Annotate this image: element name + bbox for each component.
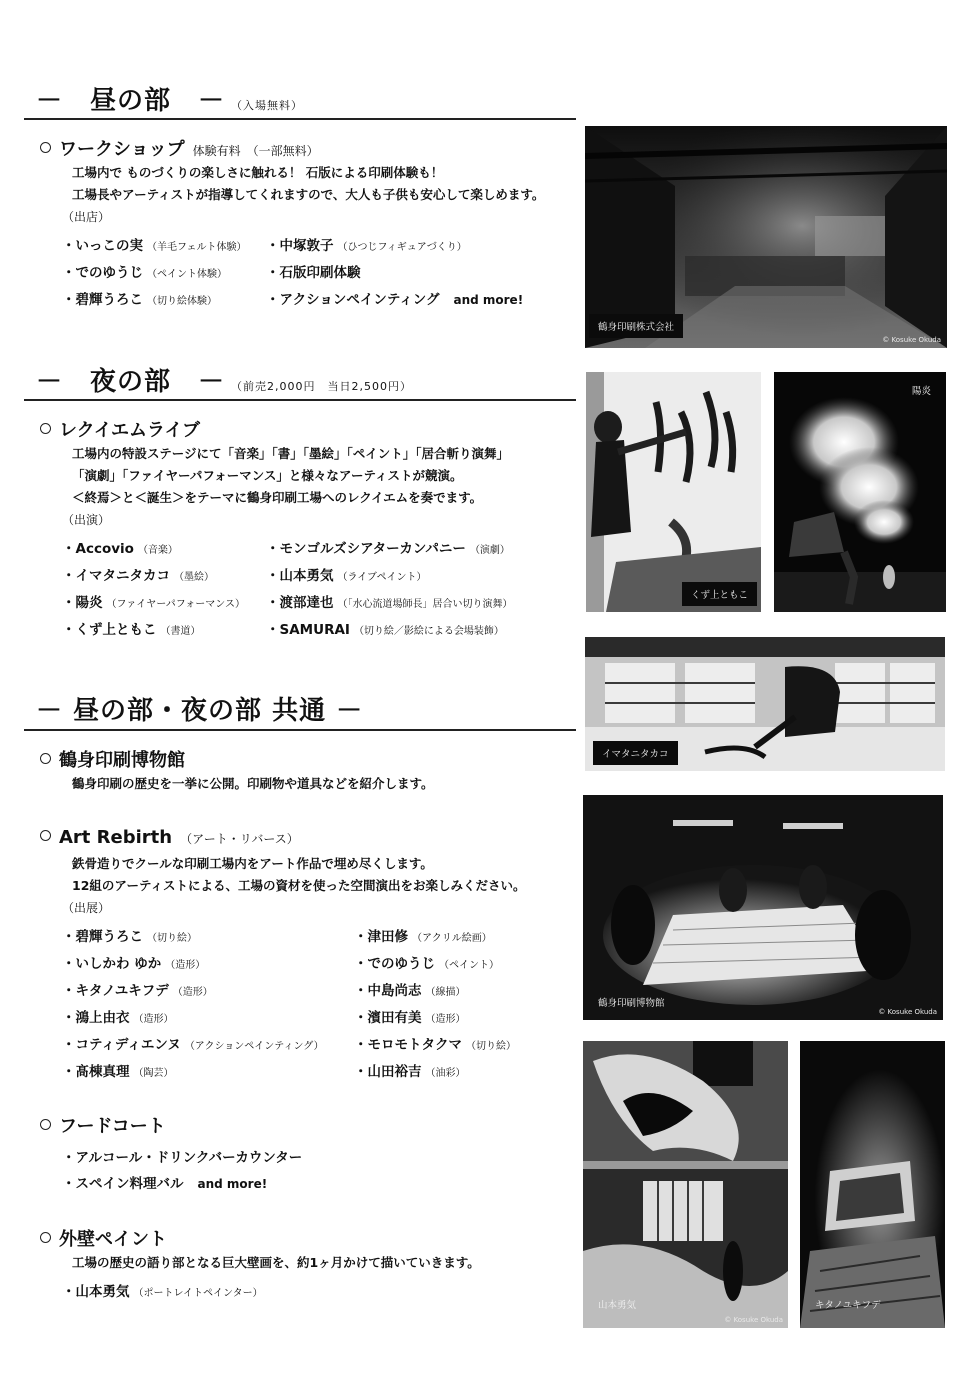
- entry-note: （ひつじフィギュアづくり）: [337, 242, 467, 253]
- workshop-note: 体験有料 （一部無料）: [192, 144, 319, 158]
- circle-bullet-icon: [40, 142, 51, 153]
- live-title: [40, 416, 200, 442]
- entry-name: ・山田裕吉: [354, 1064, 422, 1080]
- live-title-text: レクイエムライブ: [59, 420, 200, 441]
- photo-caption: 山本勇気: [598, 1300, 637, 1311]
- and-more-text: and more!: [197, 1177, 268, 1191]
- entry-note: （陶芸）: [133, 1068, 174, 1079]
- entry-name: ・でのゆうじ: [354, 956, 435, 972]
- factory-photo: [585, 126, 947, 348]
- photo-credit: © Kosuke Okuda: [724, 1316, 783, 1324]
- night-heading-text: － 夜の部 －: [36, 367, 226, 397]
- entry-name: ・山本勇気: [62, 1284, 130, 1300]
- list-item: [62, 925, 197, 945]
- circle-bullet-icon: [40, 753, 51, 764]
- list-item: [354, 1006, 466, 1026]
- list-item: [62, 952, 205, 972]
- list-item: [354, 1060, 466, 1080]
- common-divider: [24, 729, 576, 731]
- day-divider: [24, 118, 576, 120]
- entry-note: （アクションペインティング）: [184, 1041, 324, 1052]
- list-item: [266, 591, 513, 611]
- night-heading-note: （前売2,000円 当日2,500円）: [231, 380, 412, 393]
- list-item: [62, 979, 213, 999]
- list-item: [62, 1146, 302, 1166]
- entry-name: ・アルコール・ドリンクバーカウンター: [62, 1150, 303, 1166]
- entry-note: （油彩）: [425, 1068, 466, 1079]
- museum-photo-image: [583, 795, 943, 1020]
- workshop-sub-label: （出店）: [62, 210, 111, 224]
- and-more-text: and more!: [453, 293, 524, 307]
- entry-name: ・コティディエンヌ: [62, 1037, 181, 1053]
- list-item: [62, 618, 201, 638]
- list-item: [62, 234, 247, 254]
- list-item: [62, 591, 245, 611]
- art-desc-1: 鉄骨造りでクールな印刷工場内をアート作品で埋め尽くします。: [72, 856, 433, 871]
- entry-name: ・アクションペインティング: [266, 292, 440, 308]
- entry-name: ・モンゴルズシアターカンパニー: [266, 541, 466, 557]
- entry-note: （演劇）: [469, 545, 510, 556]
- entry-note: （墨絵）: [174, 572, 214, 583]
- entry-note: （ポートレイトペインター）: [133, 1288, 263, 1299]
- art-desc-2: 12組のアーティストによる、工場の資材を使った空間演出をお楽しみください。: [72, 878, 526, 893]
- entry-note: （「水心流道場師長」居合い切り演舞）: [337, 599, 513, 610]
- wall-desc: 工場の歴史の語り部となる巨大壁画を、約1ヶ月かけて描いていきます。: [72, 1255, 480, 1270]
- list-item: [62, 1006, 174, 1026]
- entry-note: （書道）: [160, 626, 201, 637]
- entry-name: ・鴻上由衣: [62, 1010, 130, 1026]
- mural-photo-image: [583, 1041, 788, 1328]
- entry-name: ・山本勇気: [266, 568, 334, 584]
- wall-title: [40, 1225, 167, 1251]
- photo-credit: © Kosuke Okuda: [882, 336, 941, 344]
- entry-name: ・渡部達也: [266, 595, 334, 611]
- photo-credit: © Kosuke Okuda: [878, 1008, 937, 1016]
- circle-bullet-icon: [40, 1232, 51, 1243]
- day-section-heading: [36, 80, 303, 117]
- list-item: [62, 1280, 263, 1300]
- list-item: [62, 564, 214, 584]
- entry-note: （ペイント体験）: [147, 269, 227, 280]
- list-item: [266, 234, 467, 254]
- entry-name: ・中塚敦子: [266, 238, 334, 254]
- workshop-title: [40, 135, 319, 161]
- wall-title-text: 外壁ペイント: [59, 1229, 167, 1250]
- list-item: [354, 925, 492, 945]
- list-item: [266, 261, 361, 281]
- museum-title-text: 鶴身印刷博物館: [59, 750, 185, 771]
- list-item: [266, 618, 504, 638]
- list-item: [354, 979, 466, 999]
- entry-name: ・碧輝うろこ: [62, 929, 143, 945]
- common-section-heading: － 昼の部・夜の部 共通 －: [36, 696, 364, 726]
- entry-name: ・キタノユキフデ: [62, 983, 169, 999]
- list-item: [266, 537, 510, 557]
- museum-photo: [583, 795, 943, 1020]
- list-item: [266, 288, 523, 308]
- photo-caption: くず上ともこ: [682, 582, 757, 606]
- entry-name: ・SAMURAI: [266, 622, 350, 638]
- entry-note: （音楽）: [137, 545, 178, 556]
- entry-note: （造形）: [133, 1014, 174, 1025]
- workshop-desc-1: 工場内で ものづくりの楽しさに触れる！ 石版による印刷体験も！: [72, 165, 444, 180]
- art-note: （アート・リバース）: [180, 832, 299, 846]
- circle-bullet-icon: [40, 423, 51, 434]
- sculpture-photo-image: [800, 1041, 945, 1328]
- entry-note: （ファイヤーパフォーマンス）: [106, 599, 245, 610]
- calligraphy-photo: [586, 372, 761, 612]
- museum-desc: 鶴身印刷の歴史を一挙に公開。印刷物や道具などを紹介します。: [72, 776, 434, 791]
- art-title: [40, 827, 299, 848]
- list-item: [354, 1033, 516, 1053]
- workshop-title-text: ワークショップ: [59, 139, 185, 160]
- live-sub-label: （出演）: [62, 513, 111, 527]
- entry-name: ・津田修: [354, 929, 408, 945]
- list-item: [62, 1033, 324, 1053]
- entry-name: ・Accovio: [62, 541, 134, 557]
- art-title-text: Art Rebirth: [59, 827, 173, 848]
- list-item: [62, 537, 178, 557]
- sculpture-photo: [800, 1041, 945, 1328]
- photo-caption: キタノユキフデ: [815, 1300, 881, 1311]
- food-title-text: フードコート: [59, 1116, 166, 1137]
- list-item: [62, 261, 227, 281]
- calligraphy-photo-image: [586, 372, 761, 612]
- entry-note: （線描）: [425, 987, 466, 998]
- entry-note: （造形）: [172, 987, 213, 998]
- entry-name: ・石版印刷体験: [266, 265, 361, 281]
- workshop-desc-2: 工場長やアーティストが指導してくれますので、大人も子供も安心して楽しめます。: [72, 187, 545, 202]
- circle-bullet-icon: [40, 830, 51, 841]
- entry-name: ・中島尚志: [354, 983, 422, 999]
- live-desc-2: 「演劇」「ファイヤーパフォーマンス」と様々なアーティストが競演。: [72, 468, 463, 483]
- entry-name: ・陽炎: [62, 595, 103, 611]
- entry-note: （羊毛フェルト体験）: [147, 242, 247, 253]
- entry-note: （切り絵）: [147, 933, 197, 944]
- entry-name: ・いしかわ ゆか: [62, 956, 162, 972]
- ink-photo: [585, 637, 945, 771]
- entry-note: （アクリル絵画）: [412, 933, 492, 944]
- photo-caption: イマタニタカコ: [593, 741, 678, 765]
- night-section-heading: [36, 361, 412, 398]
- photo-caption: 陽炎: [911, 386, 931, 397]
- live-desc-3: ＜終焉＞と＜誕生＞をテーマに鶴身印刷工場へのレクイエムを奏でます。: [72, 490, 483, 505]
- list-item: [62, 1172, 267, 1192]
- entry-name: ・でのゆうじ: [62, 265, 143, 281]
- entry-name: ・濱田有美: [354, 1010, 422, 1026]
- entry-name: ・くず上ともこ: [62, 622, 157, 638]
- entry-name: ・イマタニタカコ: [62, 568, 170, 584]
- entry-name: ・モロモトタクマ: [354, 1037, 462, 1053]
- entry-name: ・髙棟真理: [62, 1064, 130, 1080]
- list-item: [354, 952, 499, 972]
- mural-photo: [583, 1041, 788, 1328]
- fire-photo: [774, 372, 946, 612]
- night-divider: [24, 399, 576, 401]
- entry-note: （ペイント）: [439, 960, 499, 971]
- entry-name: ・碧輝うろこ: [62, 292, 143, 308]
- museum-title: [40, 746, 185, 772]
- entry-note: （ライブペイント）: [337, 572, 427, 583]
- day-heading-note: （入場無料）: [231, 99, 304, 112]
- entry-name: ・スペイン料理バル: [62, 1176, 184, 1192]
- list-item: [266, 564, 427, 584]
- list-item: [62, 1060, 174, 1080]
- entry-note: （造形）: [425, 1014, 466, 1025]
- live-desc-1: 工場内の特設ステージにて「音楽」「書」「墨絵」「ペイント」「居合斬り演舞」: [72, 446, 510, 461]
- food-title: [40, 1112, 166, 1138]
- entry-note: （切り絵／影絵による会場装飾）: [353, 626, 504, 637]
- fire-photo-image: [774, 372, 946, 612]
- day-heading-text: － 昼の部 －: [36, 86, 226, 116]
- list-item: [62, 288, 217, 308]
- entry-name: ・いっこの実: [62, 238, 143, 254]
- entry-note: （造形）: [165, 960, 206, 971]
- photo-caption: 鶴身印刷株式会社: [589, 314, 683, 338]
- entry-note: （切り絵体験）: [147, 296, 217, 307]
- art-sub-label: （出展）: [62, 901, 111, 915]
- photo-caption: 鶴身印刷博物館: [598, 998, 665, 1009]
- circle-bullet-icon: [40, 1119, 51, 1130]
- entry-note: （切り絵）: [466, 1041, 516, 1052]
